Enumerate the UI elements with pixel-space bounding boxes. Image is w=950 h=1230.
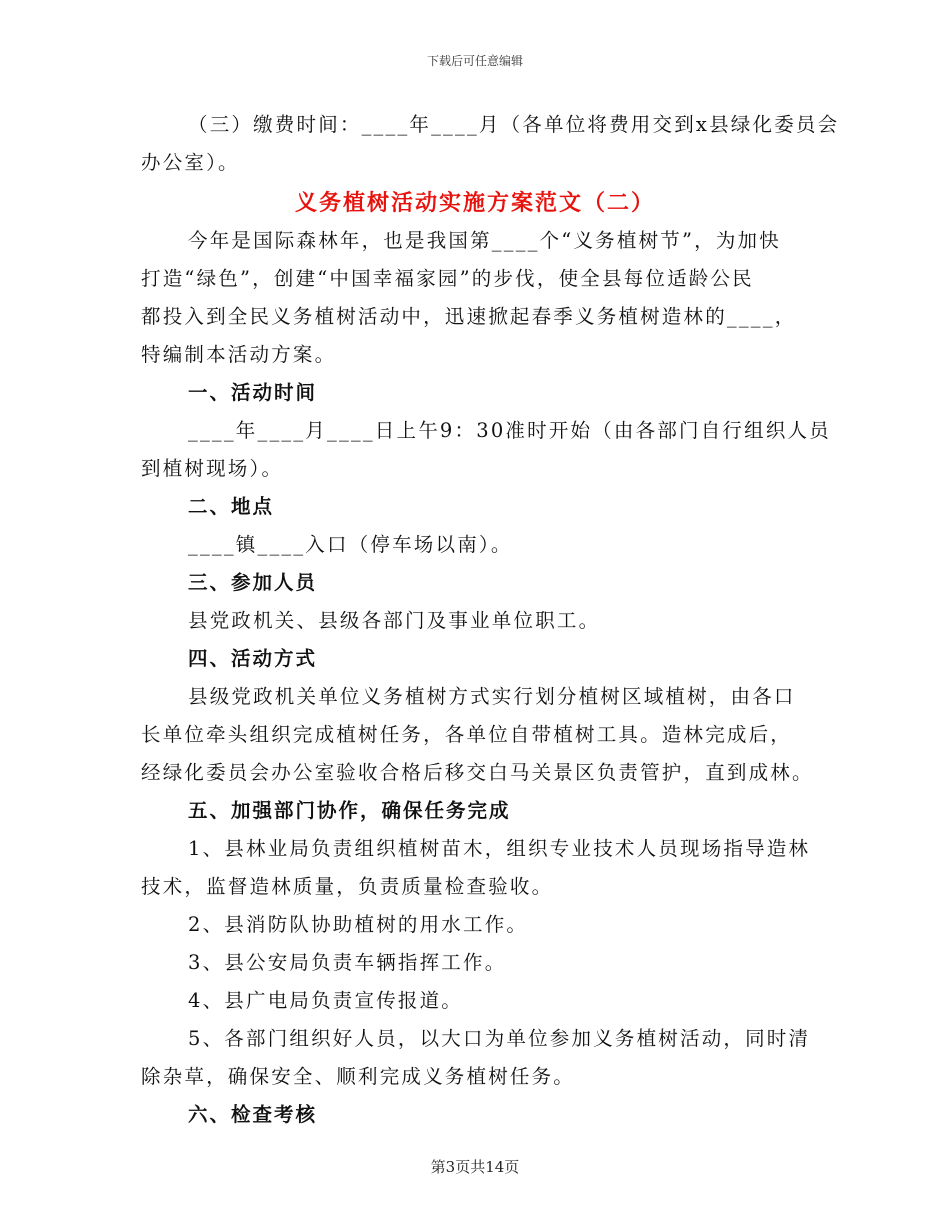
- paragraph-line: 3、县公安局负责车辆指挥工作。: [188, 951, 507, 974]
- heading-participants: 三、参加人员: [188, 571, 318, 594]
- paragraph-line: ____镇____入口（停车场以南）。: [188, 533, 513, 556]
- section-title: 义务植树活动实施方案范文（二）: [294, 190, 655, 216]
- paragraph-line: 打造“绿色”，创建“中国幸福家园”的步伐，使全县每位适龄公民: [141, 267, 754, 290]
- paragraph-line: 4、县广电局负责宣传报道。: [188, 989, 464, 1012]
- page-footer: 第3页共14页: [430, 1158, 520, 1176]
- paragraph-line: 经绿化委员会办公室验收合格后移交白马关景区负责管护，直到成林。: [141, 761, 814, 784]
- heading-activity-method: 四、活动方式: [188, 647, 318, 670]
- paragraph-line: 2、县消防队协助植树的用水工作。: [188, 913, 529, 936]
- paragraph-line: 特编制本活动方案。: [141, 343, 337, 366]
- document-body: [141, 112, 840, 1128]
- paragraph-line: 到植树现场）。: [141, 457, 284, 480]
- heading-cooperation: 五、加强部门协作，确保任务完成: [188, 799, 511, 822]
- paragraph-line: 办公室）。: [141, 151, 240, 174]
- paragraph-line: 5、各部门组织好人员，以大口为单位参加义务植树活动，同时清: [188, 1027, 811, 1050]
- heading-inspection: 六、检查考核: [188, 1103, 318, 1126]
- heading-location: 二、地点: [188, 495, 275, 518]
- paragraph-line: 技术，监督造林质量，负责质量检查验收。: [141, 875, 554, 898]
- paragraph-line: 今年是国际森林年，也是我国第____个“义务植树节”，为加快: [188, 229, 781, 252]
- paragraph-line: （三）缴费时间：____年____月（各单位将费用交到x县绿化委员会: [188, 113, 840, 136]
- page-header: 下载后可任意编辑: [426, 54, 523, 68]
- paragraph-line: 长单位牵头组织完成植树任务，各单位自带植树工具。造林完成后，: [141, 723, 793, 746]
- paragraph-line: ____年____月____日上午9：30准时开始（由各部门自行组织人员: [188, 419, 831, 442]
- paragraph-line: 县党政机关、县级各部门及事业单位职工。: [188, 609, 601, 632]
- paragraph-line: 除杂草，确保安全、顺利完成义务植树任务。: [141, 1065, 576, 1088]
- heading-activity-time: 一、活动时间: [188, 381, 318, 404]
- paragraph-line: 都投入到全民义务植树活动中，迅速掀起春季义务植树造林的____，: [141, 305, 797, 328]
- paragraph-line: 1、县林业局负责组织植树苗木，组织专业技术人员现场指导造林: [188, 837, 811, 860]
- paragraph-line: 县级党政机关单位义务植树方式实行划分植树区域植树，由各口: [188, 685, 796, 708]
